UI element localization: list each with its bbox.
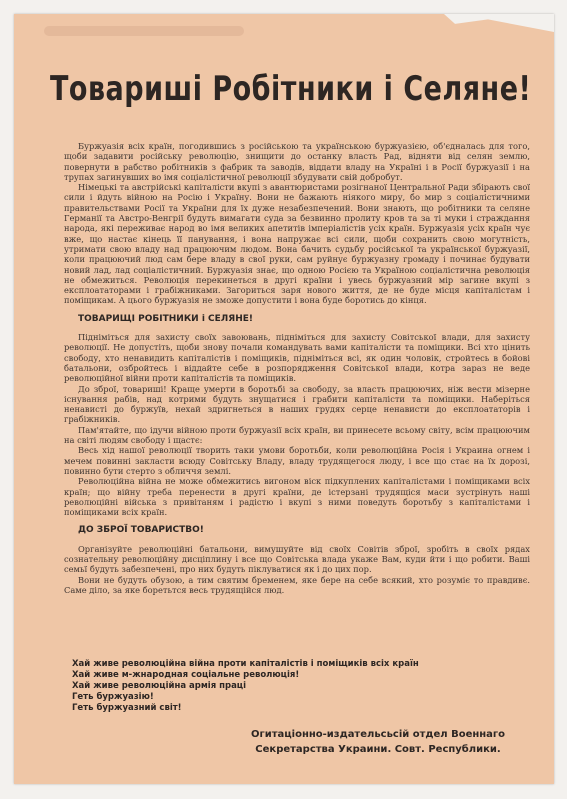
- slogan-line: Хай живе революційна війна проти капіталістів і поміщиків всіх країн: [72, 659, 419, 669]
- paragraph: Весь хід нашої революції творить таки умови боротьби, коли революційна Росія і Украина огнем і мечем повинні закласти всюду Совітську Владу, владу трудящегося люду, і все що стає на їх дорозі, повинно бути стерто з обличчя землі.: [64, 445, 530, 476]
- slogan-line: Геть буржуазний світ!: [72, 703, 182, 713]
- slogan-line: Геть буржуазію!: [72, 692, 154, 702]
- torn-corner: [444, 14, 554, 32]
- paragraph: Німецькі та австрійські капіталісти вкупі з авантюристами розігнаної Центральної Ради збірають свої сили і йдуть війною на Росію і Україну. Вони не бажають ніякого миру, бо мир з соціалістичними правительствами Росії та України для їх дуже незабезпечений. Вони знають, що робітники та селяне Германії та Австро-Венгрії будуть вимагати суда за безвинно пролиту кров та за ті муки і страждання народа, які переживає народ во імя великих апетитів імперіалістів усіх країн. Буржуазія усіх країн чує вже, що настає кінець її панування, і вона напружає всі сили, щоби сохранить свою могутність, утримати свою владу над працюючим людом. Вона бачить судьбу російської та української буржуазії, коли працюючий люд сам бере владу в свої руки, сам руйнує буржуазну громаду і починає будувати новий лад, лад соціалістичний. Буржуазія знає, що одною Росією та Україною соціалістична революція не обмежиться. Революція перекинеться в другі країни і увесь буржуазний мір загине вкупі з експлоататорами і грабіжниками. Загориться заря нового життя, де не буде місця капіталістам і поміщикам. А цього буржуазія не зможе допустити і вона буде боротись до кінця.: [64, 182, 530, 306]
- paragraph: Пам'ятайте, що ідучи війною проти буржуазії всіх країн, ви принесете всьому світу, всім працюючим на світі людям свободу і щастє:: [64, 424, 530, 446]
- subheading: ТОВАРИЩІ РОБІТНИКИ і СЕЛЯНЕ!: [78, 313, 253, 324]
- paper-stain: [44, 26, 244, 36]
- leaflet-title: Товариші Робітники і Селяне!: [50, 70, 532, 109]
- leaflet-body: [64, 141, 530, 595]
- subheading: ДО ЗБРОЇ ТОВАРИСТВО!: [78, 525, 204, 536]
- paragraph: Організуйте революційні батальони, вимушуйте від своїх Совітів зброї, зробіть в своїх рядах сознательну революційну дисціплину і все що Совітська влада укаже Вам, куди йти і що робити. Ваші семьї будуть забезпечені, про них будуть піклуватися як і до цих пор.: [64, 543, 530, 575]
- paragraph: До зброї, товариші! Краще умерти в боротьбі за свободу, за власть працюючих, ніж вести мізерне існування рабів, над котрими будуть знущатися і грабити капіталісти та поміщики. Наберіться ненависті до буржуїв, нехай здригнеться в наших грудях серце ненависти до експлоататорів і грабіжників.: [64, 383, 530, 425]
- signature-line: Секретарства Украини. Совт. Республики.: [255, 744, 501, 755]
- paragraph: Підніміться для захисту своїх завоювань, підніміться для захисту Совітської влади, для захисту революції. Не допустіть, щоби знову почали командувать вами капіталісти та поміщики. Всі хто цінить свободу, хто ненавидить капіталістів і поміщиків, підніміться всі, як один чоловік, стройтесь в бойові батальони, озбройтесь і віддайте себе в розпорядження Совітської влади, котра зараз не веде революційної війни проти капіталістів та поміщиків.: [64, 332, 530, 384]
- slogans-block: [72, 659, 532, 714]
- signature-line: Огитаціонно-издательсьсій отдел Военнаго: [250, 729, 506, 740]
- slogan-line: Хай живе м-жнародная соціальне революція!: [72, 670, 300, 680]
- paragraph: Буржуазія всіх країн, погодившись з російською та українською буржуазією, об'єдналась для того, щоби задавити російську революцію, знищити до останку власть Рад, відняти від селян землю, повернути в рабство робітників з фабрик та заводів, віддати владу на Україні і в Росії буржуазії і на трупах загинувших во імя соціалістичної революції збудувати свій добробут.: [64, 141, 530, 182]
- slogan-line: Хай живе революційна армія праці: [72, 681, 247, 691]
- paragraph: Вони не будуть обузою, а тим святим бременем, яке бере на себе всякий, хто розуміє то правдивє. Саме діло, за яке боретьтся весь трудящійся люд.: [64, 574, 530, 595]
- publisher-signature: [228, 727, 528, 757]
- paragraph: Революційна війна не може обмежитись вигоном віск підкуплених капіталістами і поміщиками всіх країн; що війну треба перенести в другі країни, де істерзані трудящіся маси зустрінуть наші революційні війська з привітаням і радістю і вкупі з ними поведуть боротьбу з капіталістами і поміщиками всіх країн.: [64, 476, 530, 518]
- leaflet-sheet: [14, 14, 554, 784]
